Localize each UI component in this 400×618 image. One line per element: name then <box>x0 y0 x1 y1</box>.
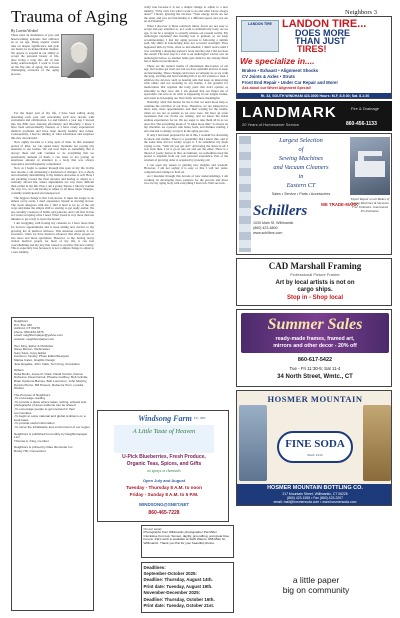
schillers-website: www.schillers.com <box>253 231 283 235</box>
article-paragraph: The biggest change is that I am slower. It takes me longer to do almost every event. I don't experience myself as moving slower. The clock disagrees with me. I find it hard to let go of the old ways and make the simple shift to starting to get ready earlier. We are certainly creatures of habits and patterns, and I am first in line as I resist accepting what I need. What I need is way more than ten minutes to get ready to leave the house! <box>11 195 94 221</box>
purpose-item: -To provide a place where ideas, writing, artwork and photographs of area residents can be shared <box>14 399 87 408</box>
landmark-name: LANDMARK <box>242 104 337 121</box>
article-paragraph: These are the natural results of amazement discoveries of old age. Our bodies get tired out, but we have splendid devices to keep us functioning. These changes and losses accompany us as we walk the long, exciting and hard winding hill of an old woman or man. I embrace the devices, such as hearing aids that keep us interacting with others and not isolating in our homes. I am grateful for medications that regulate the body parts that don't operate as smoothly as they once did. I am pleased that our finger list of specialists can zero in on what is happening in our tongue bodies, and assist us in keeping our lives fuller and more meaningful. <box>144 63 228 100</box>
bottle-photo <box>239 405 267 481</box>
schillers-services: Sales • Service • Parts • Accessories <box>271 192 331 196</box>
masthead-staff: Julie Engelke, John Clark, Tom King, Circulation <box>14 361 80 366</box>
landon-headline: We specialize in.... <box>240 56 315 66</box>
landmark-years: 20 Years of Homeowner Service <box>242 122 300 127</box>
landon-slogan: THAN JUST <box>295 36 346 46</box>
article-intro <box>11 34 59 78</box>
article-paragraph: As I meander through this decade of new understandings, I am working on developing more patience for the process and more love for my aging body with everything I have left. Well see luck. <box>144 174 228 186</box>
schillers-address: 1030 Main St. Willimantic <box>253 221 294 225</box>
masthead-staff: Steve Morton, Webmaster <box>14 347 50 352</box>
cad-tag: Art by local artists is not on <box>275 280 355 286</box>
page-number: Neighbors 3 <box>345 9 377 16</box>
writers-label: Writers <box>14 368 24 373</box>
masthead-org: Neighbors <box>14 319 29 323</box>
landon-sign: LANDON TIRE <box>248 22 272 26</box>
hosmer-ad[interactable] <box>236 390 392 506</box>
printed-by: Neighbors is printed by Rare Reminder Inc. <box>14 445 74 450</box>
landon-tire-ad[interactable] <box>236 16 392 99</box>
windsong-ad[interactable] <box>97 410 229 522</box>
masthead-staff: Gary Kass, Copy Editor <box>14 350 47 355</box>
windsong-hours: Friday - Sunday 8 A.M. to 5 P.M. <box>129 492 199 497</box>
cover-note-label: On our cover: <box>143 526 163 531</box>
windsong-hours: Tuesday - Thursday 8 A.M. to noon <box>126 485 202 490</box>
deadline-line: Print date: Tuesday, August 19th. <box>143 583 213 589</box>
landon-service: CV Joints & Axles • Struts <box>242 74 295 79</box>
windsong-phone[interactable]: 860-465-7228 <box>148 510 180 516</box>
hosmer-address: 217 Mountain Street, Willimantic, CT 06226 <box>282 492 348 496</box>
masthead-address: Ashford, CT 06278 <box>14 326 40 331</box>
landmark-ad[interactable] <box>236 101 392 131</box>
article-paragraph: Naturally, what this means for me is that we need more help to continue the activities of our lives. Therefore, we are subjected to more tests, more appointments, and then waiting for the results, when we are not as patient as we once were. We have an acute awareness that our clocks are ticking, and we know life holds endless experiences for us. We are eager to take them all in as we once did. The everything mode of "it takes more time" is always on my checklist. As a person who hates, feels, and dislikes waiting, I am reluctant to simply accept it in the aging process. <box>144 100 228 133</box>
author-photo <box>61 34 94 77</box>
summer-line: ready-made frames, framed art, <box>275 336 355 342</box>
landon-contact: Ask about our Wheel Alignment Special! <box>242 86 311 90</box>
schillers-phone: (860) 423-6800 <box>253 226 278 230</box>
windsong-hours-label: Open July and August <box>142 478 186 483</box>
purpose-item: -To encourage people to get involved in their communities <box>14 407 75 415</box>
article-paragraph: If only I had been prepared for all of this, I wouldn't be drowning in shock and trauma. There is a possibility that I knew this, and at the same time did not totally accept it. I do remember my mom saying to me, "Wait till you get old!" And being the 'know-it-all' I was back then, I let it go in one ear and out the other. There is a thread of poetic justice in that. As humans, we sometimes need the period to emanate from our own personal experience. Part of the wisdom of growing older is acquired by growing old. <box>144 133 228 162</box>
landon-slogan: TIRES! <box>297 44 327 54</box>
bottle-photo <box>363 405 391 481</box>
tagline-line: Sewing Machines <box>278 155 324 162</box>
side-stripe <box>239 136 251 252</box>
published-by: Neighbors is published bi-monthly by Neighborspaper LLC. <box>14 431 88 440</box>
masthead-box <box>11 317 94 611</box>
schillers-ad[interactable] <box>236 133 392 255</box>
tagline-line: Largest Selection <box>279 137 323 144</box>
deadlines-label: Deadlines: <box>143 564 166 570</box>
landon-address: Rt. 32, SOUTH WINDHAM 423-0300 Hours: M-F, 8-5:30; Sat. 8-1:30 <box>237 93 392 99</box>
windsong-line2: Organic Teas, Spices, and Gifts <box>126 461 202 467</box>
windsong-est: Est. 1984 <box>194 416 206 420</box>
masthead-email[interactable]: email: neighborspaper@yahoo.com <box>14 333 63 338</box>
summer-phone: 860-617-5422 <box>297 357 333 363</box>
article-paragraph: cially true because it is not a simple change to adjust to a new identity. "Why can't I do what I want to do and what I have always done?" I moan, ignoring the obvious. "Your energy levels are not the same, and you are functioning at a different speed, and you are an old Woman!" <box>144 6 228 24</box>
cad-framing-ad[interactable] <box>236 258 392 306</box>
summer-title: Summer Sales <box>267 316 363 333</box>
schillers-logo: Schillers <box>253 203 308 219</box>
owner: Thomas A. King, member <box>14 438 49 443</box>
masthead-website[interactable]: website: neighborspaper.com <box>14 336 55 341</box>
summer-hours: Tue - Fri 11:30-5; Sat 11-4 <box>289 366 341 371</box>
windsong-line1: U-Pick Blueberries, Fresh Produce, <box>122 454 206 460</box>
windsong-email[interactable]: WINDSONG@SNET.NET <box>138 502 190 507</box>
deadline-line: Deadline: Thursday, October 16th. <box>143 596 215 602</box>
promo-text <box>280 575 352 595</box>
cover-note <box>141 525 234 558</box>
deadline-line: November-December 2025: <box>143 590 201 596</box>
article-column-2 <box>144 6 228 406</box>
tagline-line: of <box>298 146 304 153</box>
tagline-line: in <box>298 173 304 180</box>
windsong-name: Windsong Farm <box>138 414 192 423</box>
landon-slogan: LANDON TIRE... <box>282 18 367 30</box>
windsong-line3: no sprays or chemicals <box>147 469 181 473</box>
hosmer-company: HOSMER MOUNTAIN BOTTLING CO. <box>267 485 363 491</box>
tagline-line: Eastern CT <box>286 182 316 189</box>
masthead-phone: phone: 860-933-3376 <box>14 329 44 334</box>
deadline-line: Print date: Tuesday, October 21st. <box>143 602 215 608</box>
cad-tag: Stop in - Shop local <box>287 295 343 301</box>
cover-note-text: Photographs from Willimantic photographer Pat Miller. Clockwise from top: Sunset, daylily, groundhog, and great blue herons. Pat's work is available at Swift Waters, 866 Main St, Willimantic. Thank you Pat for your beautiful photos. <box>143 530 230 545</box>
hosmer-email: email: mail@hosmersoda.com • www.hosmersoda.com <box>273 500 357 504</box>
article-paragraph: There exist an abundance of joys and heartwarming episodes that embrace us as we age. Many regular events take on deeper significance and grab our hearts in an indescribable manner. We appear to expand in our ability to accept the personal beauty of life, after living a long life. All of that being acknowledged, I want to focus on the flip side of aging: the arduous challenging obstacles of the aging process. <box>11 33 59 77</box>
schillers-guarantee: Expert Repair on all Makes of Sewing Machines & Vacuums. Free Estimates. Guaranteed Pro Estimates. <box>350 197 390 213</box>
purpose-item: -To serve the inhabitants and environment of our region <box>14 425 90 430</box>
deadlines-box <box>141 562 234 613</box>
article-paragraph: Now eighty decades is a long span of time. In that extended period of time, we can spend many moments not paying any attention to our bodies. We can treat them as something that is always there and will continue to do everything that we persistently demand of them. I can attest to not paying an enormous amount of attention to a body that was always responsive and infrequently complained. <box>11 140 94 166</box>
printer-city: Rocky Hill, Connecticut <box>14 449 46 453</box>
article-title: Trauma of Aging <box>11 7 128 26</box>
schillers-trade: WE TRADE-MARK <box>321 202 359 207</box>
masthead-staff: Marisa Calvo, Graphic Design <box>14 357 56 362</box>
summer-line: mirrors and other decor - 20% off <box>273 343 357 349</box>
sewing-machine-photo <box>350 137 390 195</box>
cad-sub: Professional Picture Framer <box>290 272 340 277</box>
article-paragraph: I am struggling with freeing my calendar so I have more time for doctors' appointments and to keep adding new doctors to my growing list of medical advisors. This situation certainly is not excessive, when we have medical advances that allow people to live more and more specialists. However, to me, having rarely visited medical people for most of my life, it can feel overwhelming and my jury that caused to swallow this new reality. This is especially true because it is not a simple change to adjust to a new identity. <box>11 221 94 254</box>
article-paragraph: What I discover is these relatively minor facets are not easy to accept and pay attention to, as I want to maintain my body. As we age, it can be a struggle to actually witness our present reality. My audiologist explained that hearing loss is gradual, so we keep accommodating. I feel my aging process is following a similar path. My shifts in functioning have not occurred overnight. They happened little by little, often so incremental, I didn't notice until I was watching a shopping partner's book moving and I did not hear the sound! The next step is a visit to an audiologist! I never saw an audiologist before, so another name gets added to my already filled list of medical practitioners. <box>144 23 228 64</box>
promo-line: a little paper <box>292 575 340 585</box>
writers-list: Delia Berlin, Jesse R. Clark, David Corsini, Donna Dufresne, Dean Farrell, Phoebe Godfrey, Bob Grindle, Brian Karlsons-Barnes, Bob Lorentzen, John Murphy, Dennis Pierce, Bill Powers, Rebecca Tonn, Loretta Wrobel <box>14 371 89 391</box>
hosmer-phones: (860) 423-1555 • Fax (860) 423-2207 <box>286 496 344 500</box>
hosmer-product: FINE SODA <box>285 438 345 450</box>
hosmer-est: Since 1912 <box>307 453 323 457</box>
windsong-tagline: A Little Taste of Heaven <box>132 428 196 435</box>
purpose-item: -To begin to solve national and global problems on a local basis <box>14 414 86 422</box>
landon-service: Brakes • Exhaust • Alignment Shocks <box>242 68 319 73</box>
summer-address: 34 North Street, Wmtc., CT <box>277 374 353 380</box>
cad-tag: cargo ships. <box>297 287 333 293</box>
article-paragraph: I can open my senses to gaining new insights and wisdom. However, I am not saying it is easy or that I will not resist, complain and attempt to hold on. <box>144 162 228 174</box>
article-paragraph: For the major part of my life, I have been sailing along absorbing each year and welcoming each new decade with excitement and exhilaration. Lo and behold, a year ago I moved into my 80th year, dancing effortlessly and blissfully. I knew I have been extraordinarily blessed, as I have rarely experienced medical problems and have been mostly healthy and robust. Consequently, I had no inkling of what adventures and surprises this new decade held. <box>11 111 94 140</box>
article-paragraph: Now as I begin to saunter through this span of my life in this new decade, I am witnessing a truckload of changes. It is a shock and extremely destabilizing to my balance and sense of self. Here I am plodding toward the final decades and having to adjust to a radically altered life, where adjustments are way more difficult than earlier in my life. Plus, I am a young Taurus. I like my routine the way it is. So I am having to adjust to all these major changes, certainly unanticipated and unexpected. <box>11 166 94 196</box>
masthead-staff: Cameron Yansky, Photo Editor/Designer <box>14 354 70 359</box>
landmark-sub: Fire & Drainage <box>351 106 380 111</box>
cad-name: CAD Marshall Framing <box>268 261 362 271</box>
landon-service: Front End Repair • Under Car Repair and More! <box>242 80 338 85</box>
landmark-phone: 860-456-1133 <box>346 121 377 127</box>
masthead-address: P.O. Box 430 <box>14 322 33 327</box>
promo-line: big on community <box>282 585 350 595</box>
masthead-staff: Tom King, Editor & Publisher <box>14 343 54 348</box>
byline: By Loretta Wrobel <box>11 29 38 33</box>
deadline-line: Deadline: Thursday, August 14th. <box>143 577 213 583</box>
schillers-tagline <box>253 136 349 190</box>
purpose-label: The Purpose of Neighbors: <box>14 392 51 397</box>
deadline-line: September-October 2025: <box>143 570 197 576</box>
hosmer-brand: HOSMER MOUNTAIN <box>267 394 363 404</box>
landon-slogan: DOES MORE <box>295 28 351 38</box>
purpose-item: -To encourage reading <box>14 396 45 401</box>
tagline-line: and Vacuum Cleaners <box>273 164 329 171</box>
purpose-item: -To provide useful information <box>14 421 55 426</box>
summer-sales-ad[interactable] <box>236 309 392 387</box>
article-column-1 <box>11 112 94 255</box>
